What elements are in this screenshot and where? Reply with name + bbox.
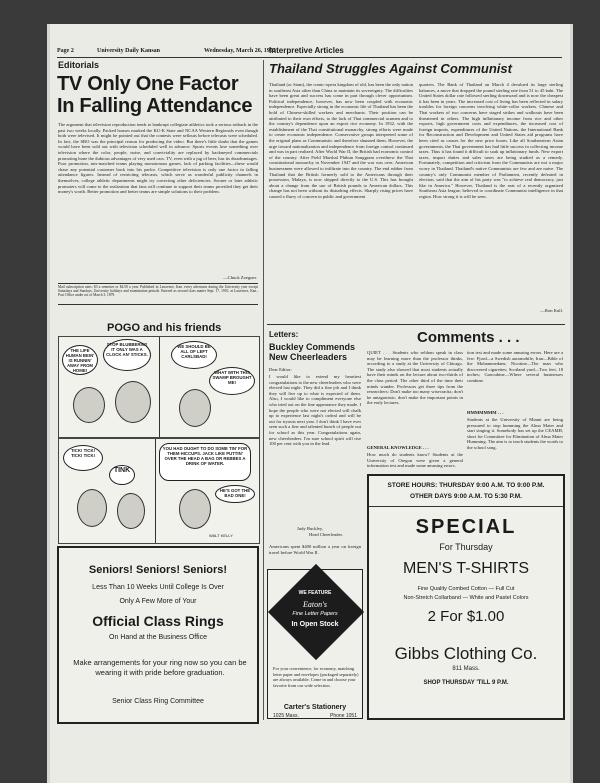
gibbs-product: MEN'S T-SHIRTS [402, 560, 530, 577]
paper-name: University Daily Kansan [97, 48, 161, 54]
seniors-ad-location: On Hand at the Business Office [109, 634, 207, 641]
panel-divider [155, 439, 156, 543]
divider [58, 283, 258, 284]
owl-figure [179, 489, 211, 529]
masthead-info: Mail subscription rates: $3 a semester or $4.50 a year. Published in Lawrence, Kan. every afternoon during the University year except Saturdays and Sundays, University holidays and examination periods. Entered as second class matter Sept. 17, 1910, at Lawrence, Kan., Post Office under act of March 3, 1879. [58, 285, 258, 298]
badge-line1: WE FEATURE [298, 590, 332, 596]
section-title: Interpretive Articles [269, 46, 344, 55]
thailand-signature: —Ron Kull. [540, 308, 563, 313]
seniors-ad-committee: Senior Class Ring Committee [112, 698, 204, 705]
letters-filler: Americans spent $400 million a year on foreign travel before World War II. [269, 544, 361, 555]
gibbs-desc2: Non-Stretch Collarband — White and Pastel Colors [403, 595, 529, 601]
gibbs-special: SPECIAL [415, 516, 517, 538]
seniors-ad-line1: Less Than 10 Weeks Until College Is Over [92, 584, 224, 591]
letters-salutation: Dear Editor: [269, 367, 292, 372]
editorial-signature: —Chuck Zoeguer. [223, 275, 257, 280]
letters-label: Letters: [269, 330, 299, 339]
editorial-headline-1: TV Only One Factor [57, 73, 239, 95]
carters-stationery-ad [267, 569, 363, 719]
thailand-headline: Thailand Struggles Against Communist [269, 61, 512, 76]
seniors-ad-product: Official Class Rings [92, 613, 224, 629]
comments-subhead: GENERAL KNOWLEDGE . . . [367, 445, 429, 450]
letters-headline: Buckley Commends New Cheerleaders [269, 342, 356, 362]
carters-ad-body: For your convenience, for economy, matching letter paper and envelopes (packaged separately) are always available. Come in and choose your favorite from our wide selection. [273, 666, 359, 688]
badge-line2: Eaton's [303, 600, 327, 609]
speech-bubble: THE LIFE HUMAN BEIN' IS RUNNIN' AWAY FROM HOME! [62, 345, 98, 375]
seniors-ad-line2: Only A Few More of Your [119, 598, 197, 605]
page-edge-left [47, 24, 50, 783]
cartoon-panel-top [58, 336, 260, 438]
gibbs-clothing-ad [367, 474, 565, 720]
editorial-body: The argument that television reproduction tends to bankrupt collegiate athletics took a serious setback in the past two weeks locally. Packed houses marked the KU-K State and NCAA Western Regionals even though both were televised. It might be pointed out that the contests were sellouts before telecasts were scheduled. In fact, the SRO was the principal reason for producing the video. But there's little doubt that the games would have been sold out with television scheduled well in advance. Sports events lose something over television where the color, people, noise, and conviviality are replaced by hackneyed commercials promoting bone the dubious advantages of very used cars. TV, even with a jug of beer, has its disadvantages. Poor promotion, mis-matched teams playing monotonous games, lack of parking facilities—these would chase any potential customer back into his parlor. Competitive television is only one factor in falling attendance figures. Instead of restricting telecasts, which serve as wonderful publicity channels in themselves, college athletic departments might try correcting other deficiencies. Sooner or later athletic promoters will come to the realization that fans will continue to support their teams provided they get their money's worth. Better promotion and better teams are simple solutions to their problem. [58, 122, 258, 195]
seniors-ad-headline: Seniors! Seniors! Seniors! [88, 564, 228, 576]
seniors-ring-ad [57, 546, 259, 724]
page-number: Page 2 [57, 48, 74, 54]
cartoon-credit: WALT KELLY [209, 533, 233, 538]
cartoon-title: POGO and his friends [107, 322, 222, 334]
gibbs-shop: SHOP THURSDAY 'TILL 9 P.M. [423, 680, 509, 686]
owl-figure [179, 389, 211, 427]
speech-bubble: HE'S GOT THE BAD ONE! [215, 485, 255, 503]
thailand-col1: Thailand (or Siam), the comic-opera kingdom of old, has been the only nation in southeast Asia other than China to maintain its sovereignty. The difficulties have been great and success has come in part through clever opportunism. Political independence, however, has now been coupled with economic independence. Especially strong in the economic life of Thailand has been the hold of Chinese-skilled workers and merchants. Their position can be attributed to their own efforts, to the lack of Thai commercial acumen and to the country's dependence upon an export rice economy. In 1932, with the establishment of the Thai constitutional monarchy, strong efforts were made to create economic independence. Conservative groups interpreted some of the original plans as Communistic and therefore shunned them. However, the urge toward nationalization and independence from foreign control continued and was in part realized. After World War II, the British had economic control of the country. After Field Marshal Phibun Songgram overthrew the Thai constitutional monarchy in November 1947 and the war was over, American businessmen were allowed to infiltrate into the country. The end rubber from Thailand that the British formerly sold to the Americans through their possession, Malaya, is now shipped directly to the U.S. This has brought about a change from the use of British pounds to American dollars. This change has not been without its disturbing effects. Sharply rising prices have caused a flurry of concern in public and government [269, 82, 413, 199]
albert-figure [115, 381, 151, 423]
letters-signer-title: Head Cheerleader. [309, 532, 343, 537]
speech-bubble: TICK! TICK! TICK! TICK! [63, 445, 103, 471]
speech-bubble: TINK [109, 465, 135, 485]
divider [267, 324, 565, 325]
gibbs-hours2: OTHER DAYS 9:00 A.M. TO 5:30 P.M. [410, 493, 522, 500]
comments-headline: Comments . . . [417, 329, 520, 346]
gibbs-for-day: For Thursday [439, 542, 493, 552]
letters-signer: Judy Buckley, [297, 526, 323, 531]
albert-figure [117, 493, 145, 529]
editorials-label: Editorials [58, 60, 100, 70]
carters-ad-address: 1025 Mass. [273, 713, 299, 719]
thailand-col2: quarters. The Bank of Thailand on March 4 devalued its large sterling balances, a move that dropped the pound sterling rate from 51 to 45 baht. The United States dollar rate followed sterling downward and is now the cheapest it has been in years. The increased cost of living has been reflected in salary troubles for foreign concerns involving white-collar workers. Chinese and Thai workers of two concerns have staged strikes and walkouts have been threatened in others. The high inflationary income from rice and other exports, high government costs and expenditures, the increased cost of foreign imports, expenditures of the United Nations, the International Bank for Reconstruction and Development and United States aid programs have been cited as causes for the new price boom. Like all Southeastern Asian governments, the Thai government has had little success in collecting income taxes. Thus it has found it difficult to soak up inflationary funds. New export taxes, import duties and sales taxes are being studied as a remedy. Fortunately, competition and criticism from the Communists are not a major worry in Thailand. Thailand's native Communists are few and are naive. The country's only Communist member of Parliament, recently defeated in election, said that the aim of his party was "to achieve real democracy, just like in America." However, Thailand is the seat of a recently organized Southeast Asia league, believed to coordinate Communist intelligence in that region. How strong it is will be seen. [419, 82, 563, 199]
cartoon-panel-bottom [58, 438, 260, 544]
comments-col2: tion test and made some amusing errors. Here are a few: Fjord—a Swedish automobile; Iran—Bible of the Mohammedans; Nicotine—The man who discovered cigarettes; Scotland yard—Two feet, 18 inches; Goncubine—Where several businesses combine. [467, 350, 563, 383]
divider [58, 304, 258, 305]
speech-bubble: WHAT WITH THIS SWAMP BROUGHT ME! [209, 367, 255, 395]
column-rule [263, 60, 264, 720]
page-edge-right [570, 24, 573, 783]
badge-line4: In Open Stock [291, 621, 339, 628]
carters-ad-phone: Phone 1051 [330, 713, 357, 719]
panel-divider [159, 337, 160, 437]
speech-bubble: STOP BLUBBERIN'! IT ONLY WAS A CLOCK AN' STICKS. [103, 339, 151, 371]
gibbs-store: Gibbs Clothing Co. [394, 644, 538, 663]
speech-bubble: WE SHOULD BE ALL OF LEFT CARLSBAD! [171, 341, 217, 369]
carters-ad-name: Carter's Stationery [283, 704, 347, 711]
pogo-figure [73, 387, 105, 423]
speech-bubble: YOU HAD OUGHT TO DO SOME TIN' FOR THEM HICCUPS. JACK LIKE PUTTIN' OVER THE HEAD A BAG OR REBBES A DRINK OF WATER. [159, 443, 251, 481]
comments-col1b: How much do students know? Students at the University of Oregon were given a general information test and made some amusing errors. [367, 452, 463, 469]
letters-body: I would like to extend my heartiest congratulations to the new cheerleaders who were elected last night. They did a fine job and I think they will live up to what is expected of them. Also, I would like to compliment everyone else who tried out on the fine appearance they made. I hope the people who were not elected will chalk up to experience last night's ordeal and will be out for tryouts next year. I don't think I have ever seen such a fine and talented bunch of people out for school as this year. Congratulations again, new cheerleaders. I'm sure school spirit will rise 100 per cent with you in the lead. [269, 374, 361, 447]
badge-line3: Fine Letter Papers [292, 611, 338, 617]
issue-date: Wednesday, March 26, 1952 [204, 48, 276, 54]
gibbs-hours1: STORE HOURS: THURSDAY 9:00 A.M. TO 9:00 P.M. [387, 482, 545, 489]
gibbs-price: 2 For $1.00 [427, 608, 505, 625]
comments-subhead2: HMMMMMM . . . [467, 410, 504, 415]
gibbs-address: 811 Mass. [452, 666, 480, 672]
comments-col1: QUIET . . . Students who seldom speak in class may be learning more than the professor thinks, according to a study at the University of Chicago. The study also showed that most students actually have their minds on the lecture about two-thirds of the class period. The other third of the time their minds wander. Professors get three tips from the researchers: Don't make too many wisecracks; don't be antagonistic; don't make the important points in the early lectures. [367, 350, 463, 406]
running-header [57, 46, 562, 58]
gibbs-desc1: Fine Quality Combed Cotton — Full Cut [417, 586, 515, 592]
divider [369, 506, 563, 507]
seniors-ad-body: Make arrangements for your ring now so you can be wearing it with pride before graduation. [73, 658, 247, 677]
comments-col2b: Students at the University of Miami are being pressured to stop humming the Alma Mater and start singing it. Somebody has set up the CEAMH, short for Committee for Elimination of Alma Mater Humming. The aim is to teach students the words to the school song. [467, 417, 563, 450]
editorial-headline-2: In Falling Attendance [57, 95, 253, 117]
pogo-figure [77, 489, 107, 527]
newspaper-page [47, 24, 573, 783]
